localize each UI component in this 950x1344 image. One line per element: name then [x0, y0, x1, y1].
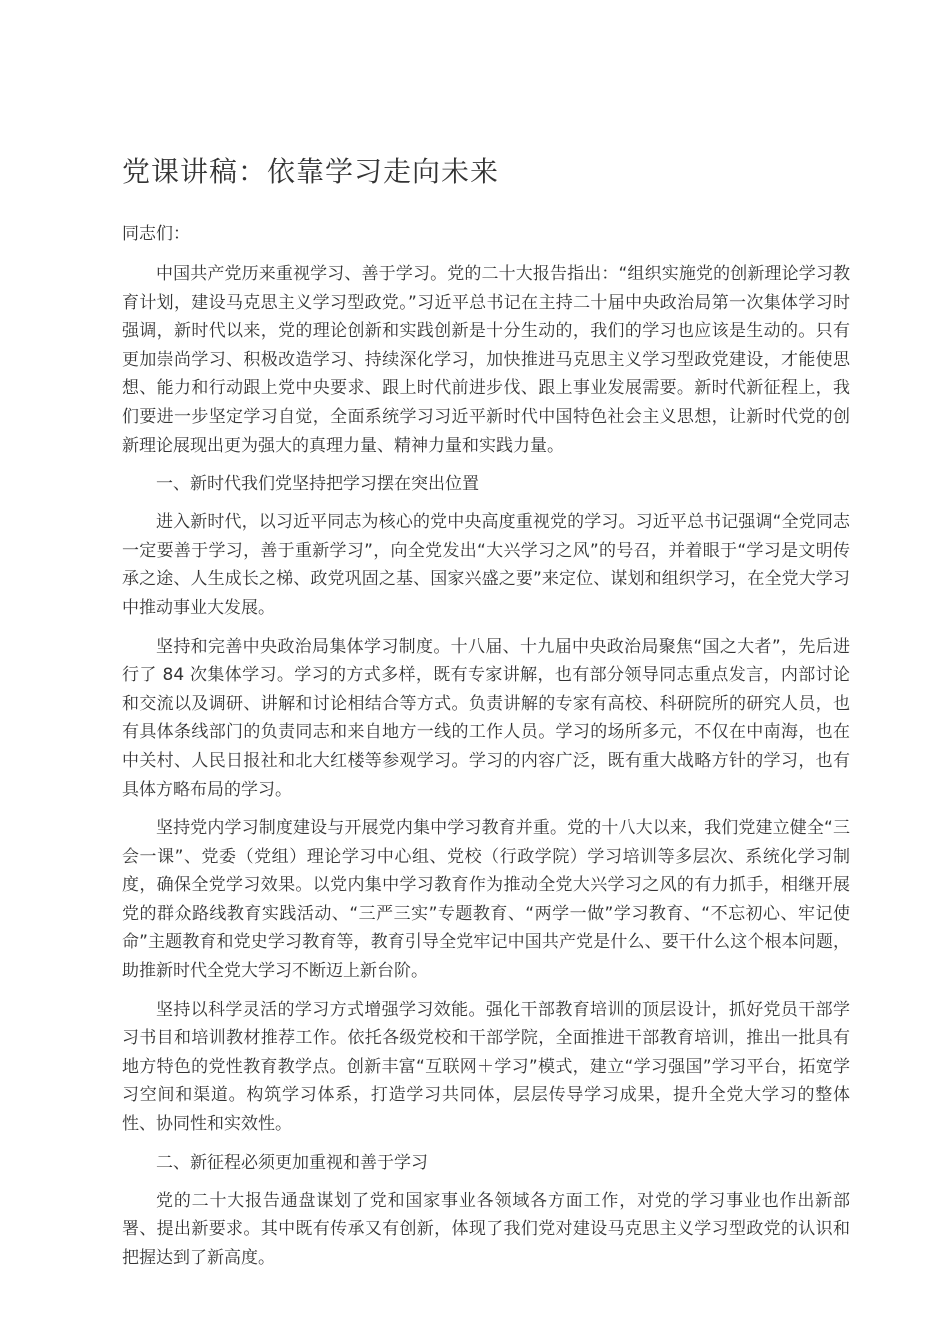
section-heading-1: 一、新时代我们党坚持把学习摆在突出位置	[156, 474, 479, 495]
paragraph: 坚持和完善中央政治局集体学习制度。十八届、十九届中央政治局聚焦“国之大者”，先后进行了 84 次集体学习。学习的方式多样，既有专家讲解，也有部分领导同志重点发言，内部讨论和交流以及调研、讲解和讨论相结合等方式。负责讲解的专家有高校、科研院所的研究人员，也有具体条线部门的负责同志和来自地方一线的工作人员。学习的场所多元，不仅在中南海，也在中关村、人民日报社和北大红楼等参观学习。学习的内容广泛，既有重大战略方针的学习，也有具体方略布局的学习。	[122, 636, 850, 800]
paragraph-intro: 中国共产党历来重视学习、善于学习。党的二十大报告指出：“组织实施党的创新理论学习教育计划，建设马克思主义学习型政党。”习近平总书记在主持二十届中央政治局第一次集体学习时强调，新时代以来，党的理论创新和实践创新是十分生动的，我们的学习也应该是生动的。只有更加崇尚学习、积极改造学习、持续深化学习，加快推进马克思主义学习型政党建设，才能使思想、能力和行动跟上党中央要求、跟上时代前进步伐、跟上事业发展需要。新时代新征程上，我们要进一步坚定学习自觉，全面系统学习习近平新时代中国特色社会主义思想，让新时代党的创新理论展现出更为强大的真理力量、精神力量和实践力量。	[122, 264, 850, 456]
paragraph: 党的二十大报告通盘谋划了党和国家事业各领域各方面工作，对党的学习事业也作出新部署、提出新要求。其中既有传承又有创新，体现了我们党对建设马克思主义学习型政党的认识和把握达到了新高度。	[122, 1190, 850, 1268]
section-heading-2: 二、新征程必须更加重视和善于学习	[156, 1152, 428, 1173]
paragraph: 坚持党内学习制度建设与开展党内集中学习教育并重。党的十八大以来，我们党建立健全“三会一课”、党委（党组）理论学习中心组、党校（行政学院）学习培训等多层次、系统化学习制度，确保全党学习效果。以党内集中学习教育作为推动全党大兴学习之风的有力抓手，相继开展党的群众路线教育实践活动、“三严三实”专题教育、“两学一做”学习教育、“不忘初心、牢记使命”主题教育和党史学习教育等，教育引导全党牢记中国共产党是什么、要干什么这个根本问题，助推新时代全党大学习不断迈上新台阶。	[122, 818, 850, 982]
document-title: 党课讲稿：依靠学习走向未来	[122, 155, 500, 188]
paragraph: 进入新时代，以习近平同志为核心的党中央高度重视党的学习。习近平总书记强调“全党同志一定要善于学习，善于重新学习”，向全党发出“大兴学习之风”的号召，并着眼于“学习是文明传承之途、人生成长之梯、政党巩固之基、国家兴盛之要”来定位、谋划和组织学习，在全党大学习中推动事业大发展。	[122, 512, 850, 618]
salutation: 同志们：	[122, 224, 190, 244]
paragraph: 坚持以科学灵活的学习方式增强学习效能。强化干部教育培训的顶层设计，抓好党员干部学习书目和培训教材推荐工作。依托各级党校和干部学院，全面推进干部教育培训，推出一批具有地方特色的党性教育教学点。创新丰富“互联网＋学习”模式，建立“学习强国”学习平台，拓宽学习空间和渠道。构筑学习体系，打造学习共同体，层层传导学习成果，提升全党大学习的整体性、协同性和实效性。	[122, 999, 850, 1135]
